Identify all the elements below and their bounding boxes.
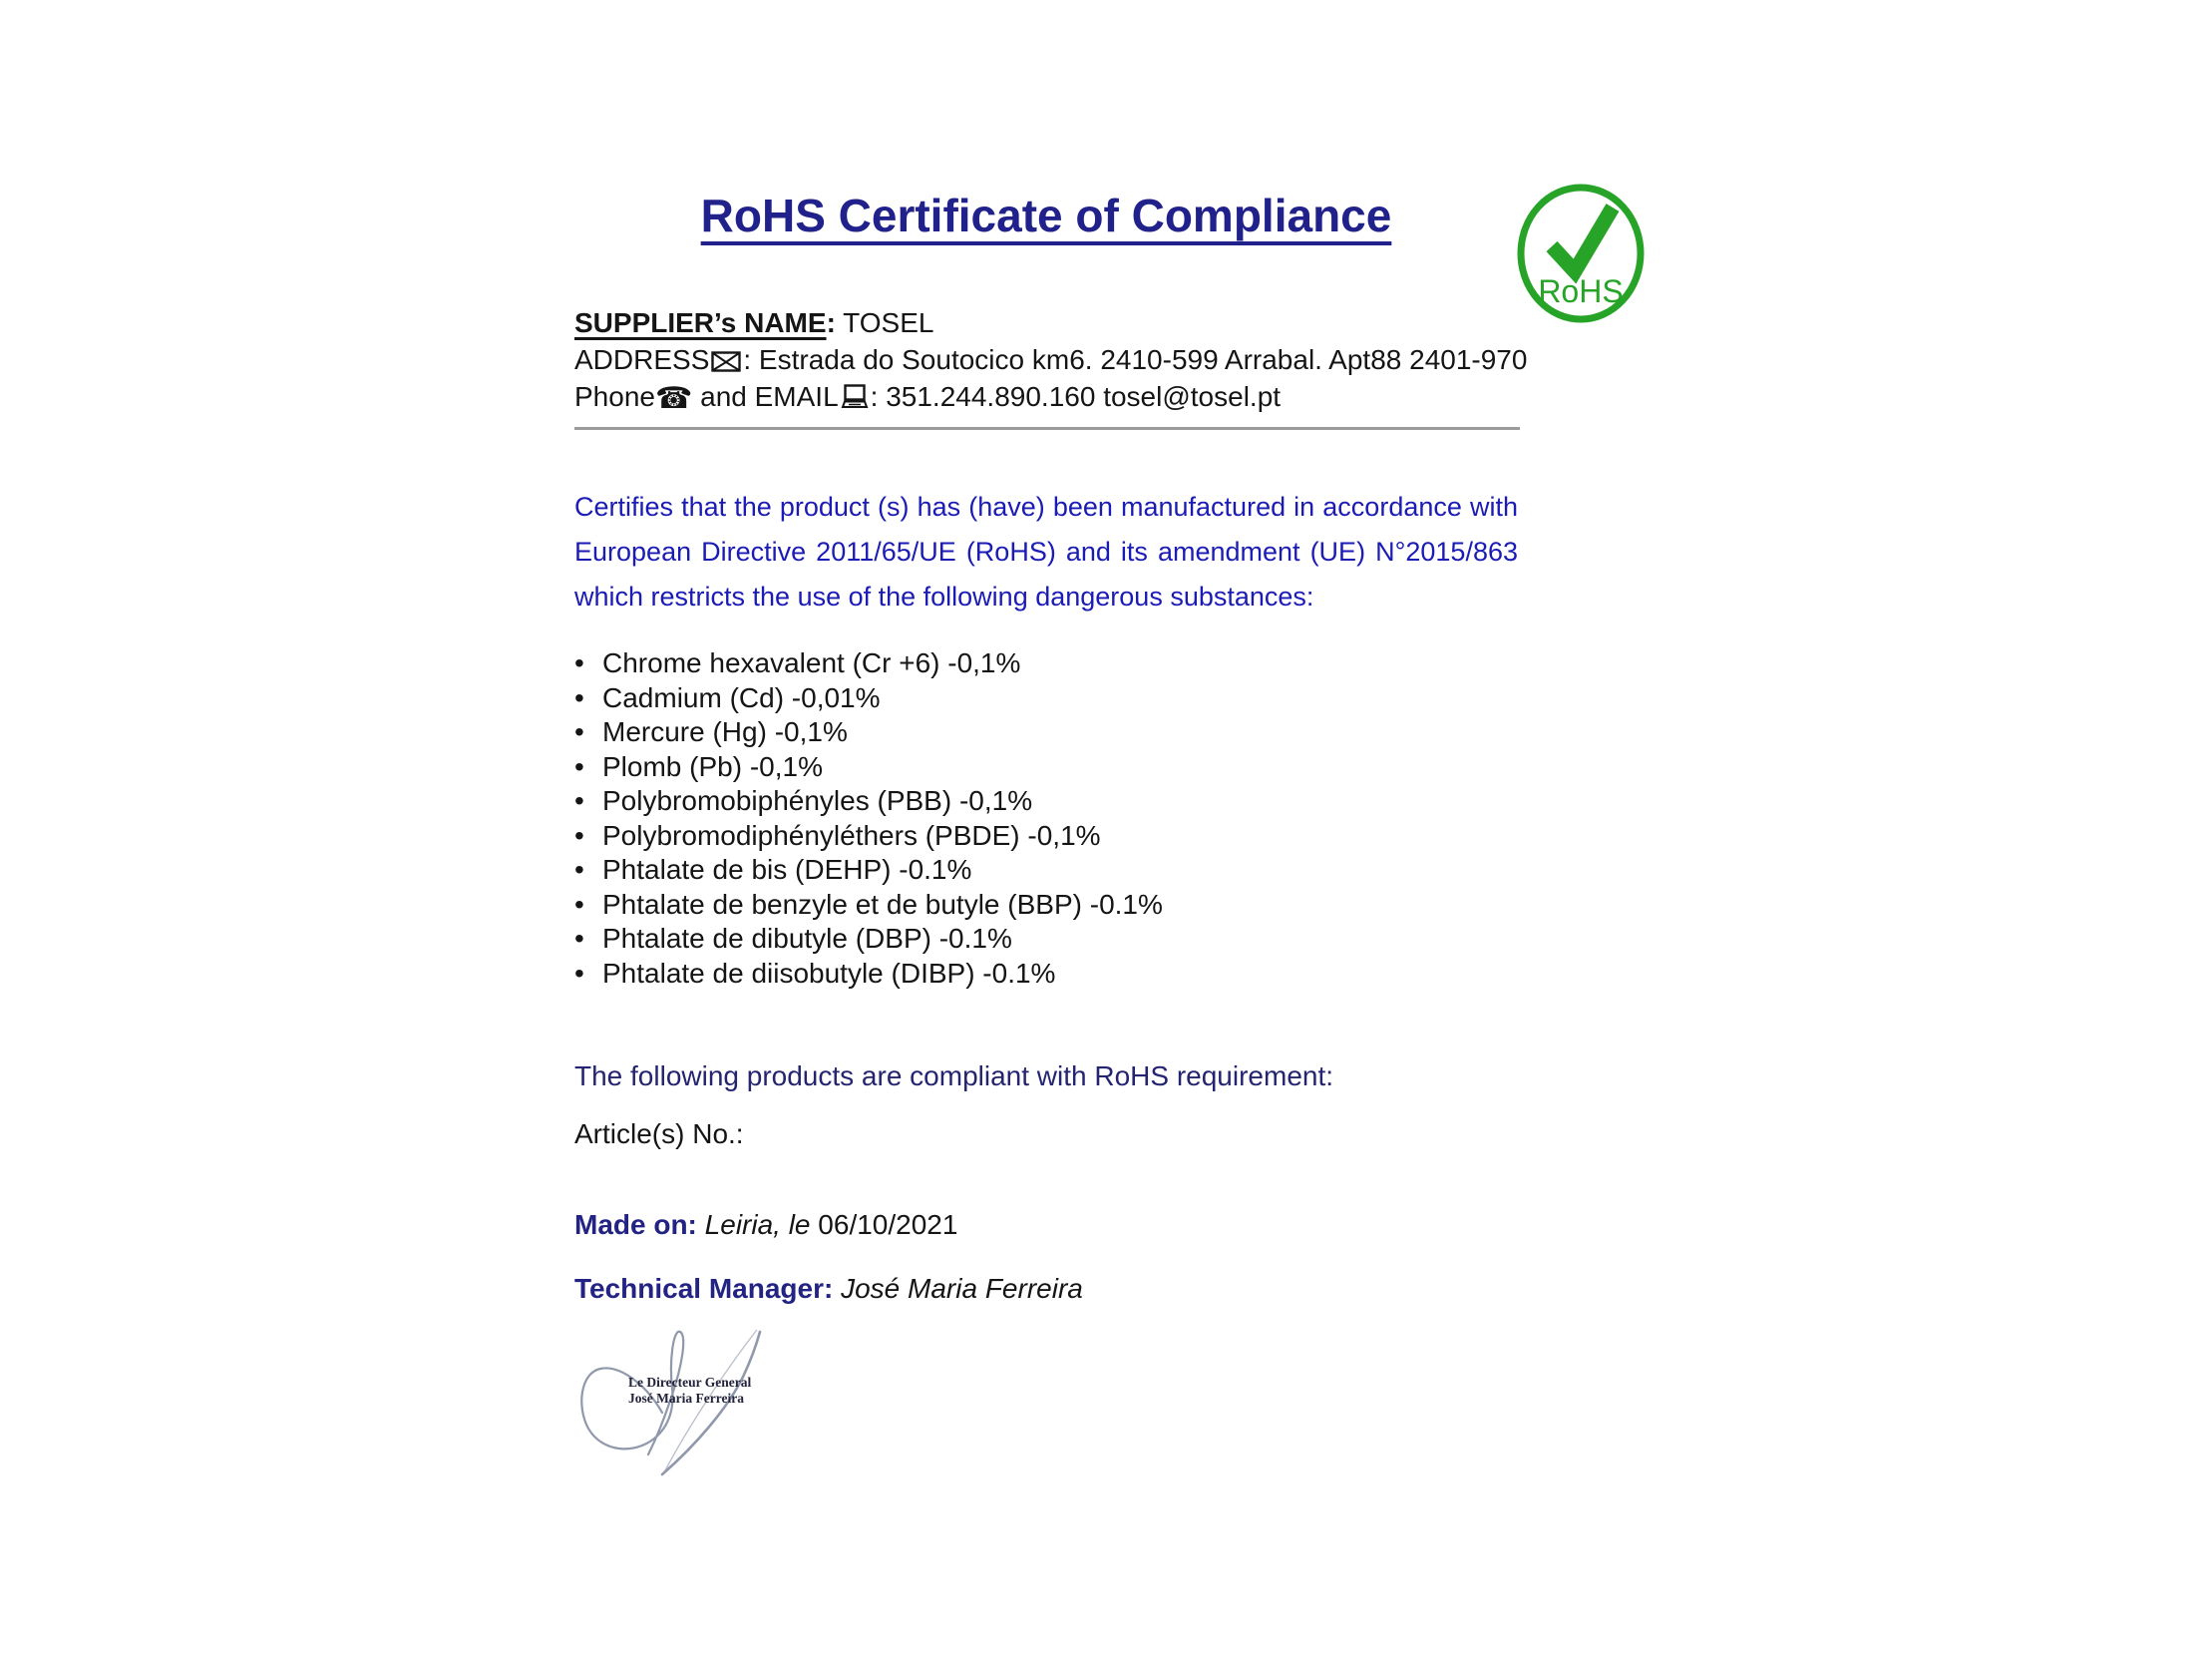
computer-icon [841, 384, 869, 409]
compliance-line: The following products are compliant with RoHS requirement: [574, 1060, 1334, 1091]
supplier-name-colon: : [826, 307, 836, 338]
stamp-text [628, 1375, 751, 1407]
address-label: ADDRESS [574, 344, 710, 375]
substance-item: • Phtalate de bis (DEHP) -0.1% [574, 853, 1163, 888]
contact-line [574, 378, 1527, 415]
substances-list [574, 646, 1163, 991]
rohs-logo [1515, 182, 1647, 325]
checkmark-icon [1552, 207, 1613, 271]
email-label: and EMAIL [692, 381, 839, 412]
certification-paragraph: Certifies that the product (s) has (have) been manufactured in accordance with European Directive 2011/65/UE (RoHS) and its amendment (UE) N°2015/863 which restricts the use of the following dangerous substances: [574, 492, 1518, 612]
articles-label: Article(s) No.: [574, 1118, 744, 1149]
contact-value: : 351.244.890.160 tosel@tosel.pt [870, 381, 1282, 412]
supplier-name-value: TOSEL [835, 307, 934, 338]
signature-block [576, 1323, 838, 1494]
made-on-date: 06/10/2021 [810, 1209, 958, 1240]
substance-item: • Phtalate de dibutyle (DBP) -0.1% [574, 922, 1163, 957]
page-title: RoHS Certificate of Compliance [700, 190, 1392, 241]
substance-item: • Polybromodiphényléthers (PBDE) -0,1% [574, 819, 1163, 854]
stamp-line-2: José Maria Ferreira [628, 1391, 744, 1406]
title-block [573, 190, 1519, 241]
phone-label: Phone [574, 381, 655, 412]
phone-icon: ☎ [654, 381, 693, 416]
substance-item: • Phtalate de benzyle et de butyle (BBP) -0.1% [574, 888, 1163, 923]
logo-text: RoHS [1538, 273, 1624, 309]
supplier-name-line [574, 304, 1527, 341]
made-on-line [574, 1209, 957, 1241]
rohs-logo-icon [1515, 182, 1647, 325]
envelope-icon [711, 351, 741, 372]
substance-item: • Polybromobiphényles (PBB) -0,1% [574, 784, 1163, 819]
made-on-label: Made on: [574, 1209, 697, 1240]
supplier-block [574, 304, 1527, 415]
stamp-line-1: Le Directeur General [628, 1375, 752, 1390]
supplier-name-label: SUPPLIER’s NAME [574, 307, 827, 338]
substance-item: • Cadmium (Cd) -0,01% [574, 681, 1163, 716]
made-on-place: Leiria, le [704, 1209, 811, 1240]
technical-manager-label: Technical Manager: [574, 1273, 834, 1304]
signature-scrawl-icon [576, 1323, 838, 1494]
technical-manager-name: José Maria Ferreira [841, 1273, 1083, 1304]
substance-item: • Phtalate de diisobutyle (DIBP) -0.1% [574, 957, 1163, 992]
address-value: : Estrada do Soutocico km6. 2410-599 Arrabal. Apt88 2401-970 [743, 344, 1528, 375]
address-line [574, 341, 1527, 378]
substance-item: • Chrome hexavalent (Cr +6) -0,1% [574, 646, 1163, 681]
divider-line [574, 427, 1520, 430]
substance-item: • Mercure (Hg) -0,1% [574, 715, 1163, 750]
technical-manager-line [574, 1273, 1083, 1305]
substance-item: • Plomb (Pb) -0,1% [574, 750, 1163, 785]
